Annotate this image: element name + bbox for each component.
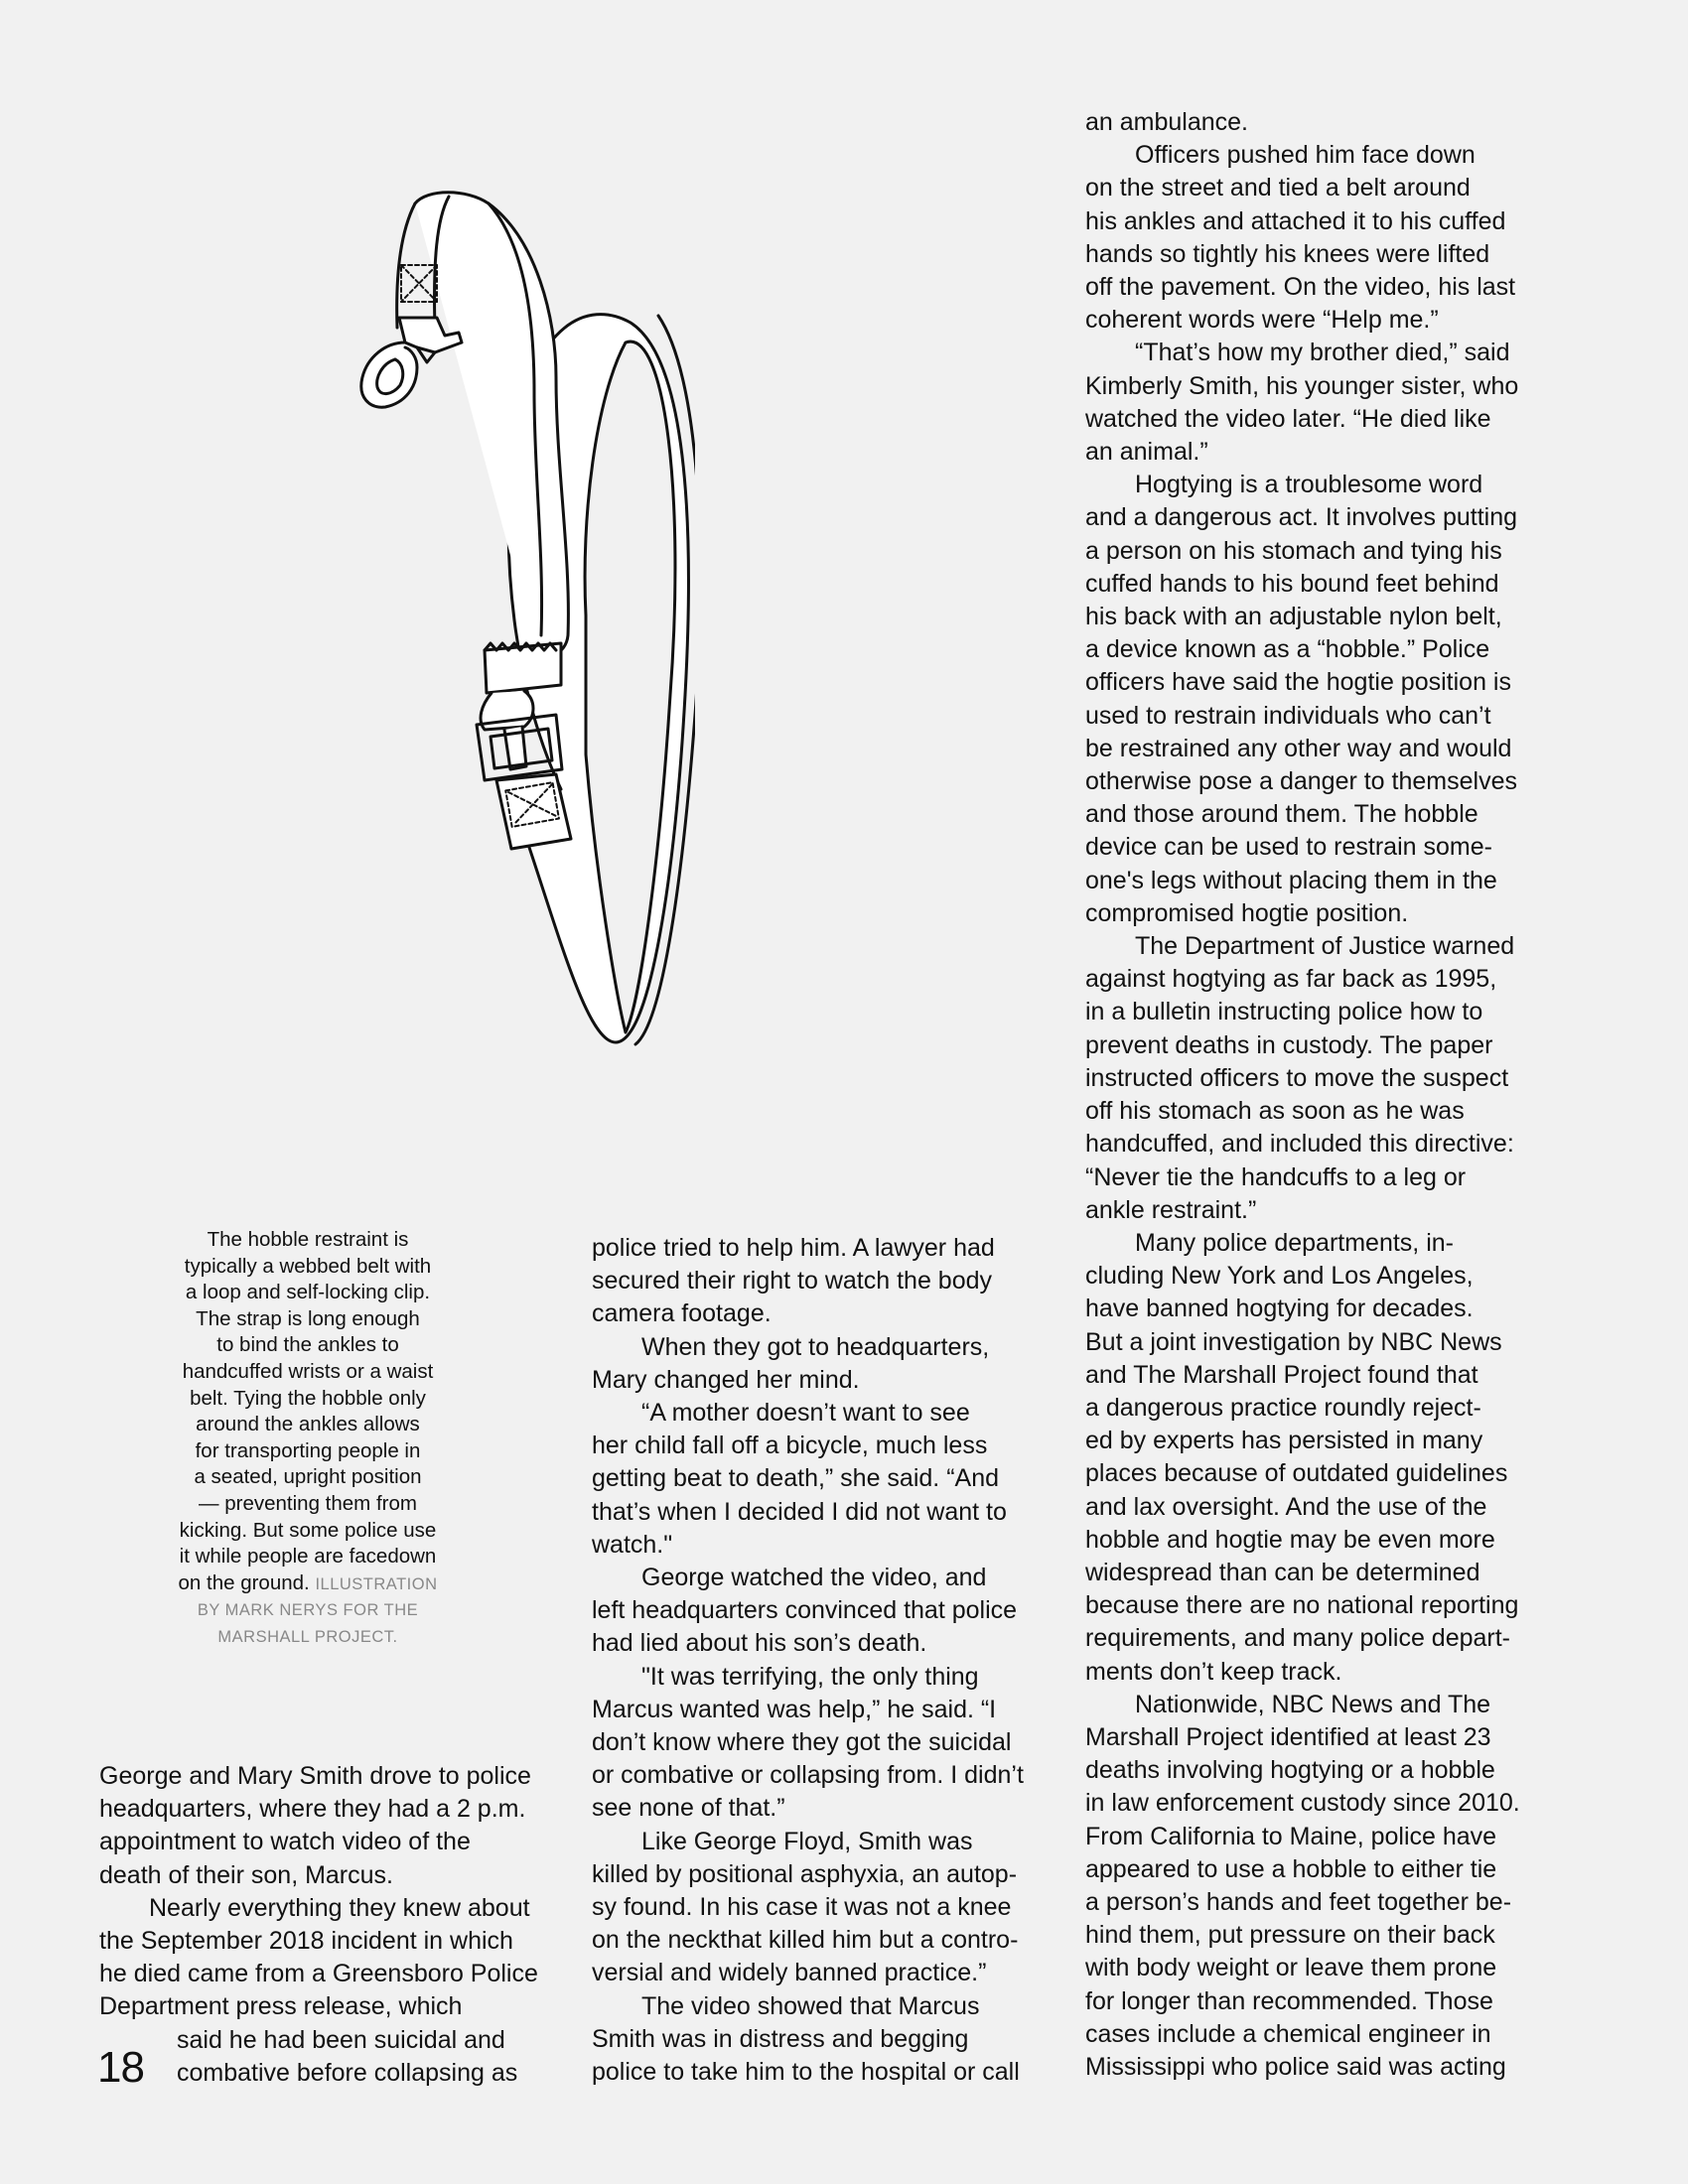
text-line: secured their right to watch the body [592,1267,993,1296]
text-line: hobble and hogtie may be even more [1085,1525,1495,1554]
text-line: said he had been suicidal and [177,2025,505,2054]
caption-line: — preventing them from [199,1491,417,1515]
text-line: ed by experts has persisted in many [1085,1427,1483,1455]
text-line: and those around them. The hobble [1085,800,1478,829]
text-line: and a dangerous act. It involves putting [1085,503,1518,532]
text-line: or combative or collapsing from. I didn’t [592,1761,1024,1790]
text-line: off his stomach as soon as he was [1085,1097,1465,1126]
text-line: he died came from a Greensboro Police [99,1960,538,1988]
text-line: officers have said the hogtie position is [1085,668,1511,697]
text-line: used to restrain individuals who can’t [1085,701,1491,730]
text-line: had lied about his son’s death. [592,1629,927,1658]
text-line: cuffed hands to his bound feet behind [1085,569,1499,598]
text-line: because there are no national reporting [1085,1591,1519,1620]
caption-line: belt. Tying the hobble only [190,1386,426,1410]
text-line: a device known as a “hobble.” Police [1085,635,1490,664]
text-line: ments don’t keep track. [1085,1657,1342,1686]
text-line: left headquarters convinced that police [592,1596,1018,1625]
text-line: Marcus wanted was help,” he said. “I [592,1695,997,1723]
text-line: otherwise pose a danger to themselves [1085,767,1517,796]
text-line: appointment to watch video of the [99,1828,471,1856]
text-line: a person’s hands and feet together be- [1085,1887,1512,1916]
caption-line: typically a webbed belt with [184,1254,432,1278]
text-line: Smith was in distress and begging [592,2024,969,2053]
text-line: sy found. In his case it was not a knee [592,1893,1012,1922]
text-line: George watched the video, and [641,1564,987,1592]
text-line: George and Mary Smith drove to police [99,1762,531,1790]
text-line: be restrained any other way and would [1085,734,1512,762]
text-line: appeared to use a hobble to either tie [1085,1854,1497,1883]
illustration-caption [149,1227,467,1651]
text-line: deaths involving hogtying or a hobble [1085,1756,1495,1785]
article-column-left [99,1760,566,2090]
text-line: Kimberly Smith, his younger sister, who [1085,371,1519,400]
caption-line: around the ankles allows [196,1413,420,1436]
text-line: Mary changed her mind. [592,1365,860,1394]
text-line: her child fall off a bicycle, much less [592,1432,988,1460]
text-line: Mississippi who police said was acting [1085,2052,1506,2081]
caption-line [149,1570,467,1598]
text-line: instructed officers to move the suspect [1085,1063,1509,1092]
caption-line: handcuffed wrists or a waist [182,1359,434,1383]
text-line: “That’s how my brother died,” said [1135,339,1510,367]
caption-line: a loop and self-locking clip. [185,1281,431,1304]
text-line: widespread than can be determined [1085,1558,1480,1586]
text-line: device can be used to restrain some- [1085,833,1492,862]
text-line: killed by positional asphyxia, an autop- [592,1859,1018,1888]
text-line: his back with an adjustable nylon belt, [1085,603,1502,631]
text-line: and lax oversight. And the use of the [1085,1492,1487,1521]
text-line: Officers pushed him face down [1135,141,1476,170]
text-line: have banned hogtying for decades. [1085,1295,1474,1323]
text-line: When they got to headquarters, [641,1332,990,1361]
caption-last-line: on the ground. [178,1570,310,1594]
text-line: combative before collapsing as [177,2058,518,2087]
text-line: Nationwide, NBC News and The [1135,1690,1491,1718]
caption-line: it while people are facedown [179,1545,437,1569]
text-line: his ankles and attached it to his cuffed [1085,206,1506,235]
text-line: Nearly everything they knew about [149,1893,530,1922]
text-line: "It was terrifying, the only thing [641,1662,979,1691]
text-line: don’t know where they got the suicidal [592,1728,1012,1757]
illustration-credit: MARSHALL PROJECT. [217,1627,398,1646]
text-line: requirements, and many police depart- [1085,1624,1511,1653]
text-line: camera footage. [592,1299,772,1328]
article-column-middle [592,1232,1058,2089]
text-line: that’s when I decided I did not want to [592,1497,1007,1526]
text-line: ankle restraint.” [1085,1195,1257,1224]
text-line: headquarters, where they had a 2 p.m. [99,1795,526,1824]
text-line: against hogtying as far back as 1995, [1085,965,1497,994]
text-line: on the neckthat killed him but a contro- [592,1926,1019,1955]
text-line: Department press release, which [99,1992,463,2021]
text-line: Hogtying is a troublesome word [1135,471,1483,499]
text-line: “A mother doesn’t want to see [641,1399,970,1428]
caption-line: for transporting people in [195,1438,421,1462]
text-line: police tried to help him. A lawyer had [592,1234,995,1262]
text-line: From California to Maine, police have [1085,1822,1497,1850]
text-line: and The Marshall Project found that [1085,1360,1478,1389]
caption-line: a seated, upright position [194,1465,422,1489]
text-line: Many police departments, in- [1135,1228,1454,1257]
text-line: compromised hogtie position. [1085,898,1409,927]
text-line: versial and widely banned practice.” [592,1959,987,1987]
text-line: coherent words were “Help me.” [1085,306,1439,335]
illustration-credit: BY MARK NERYS FOR THE [197,1601,419,1620]
text-line: death of their son, Marcus. [99,1860,393,1889]
text-line: watch." [592,1530,673,1559]
caption-line: The strap is long enough [196,1306,420,1330]
text-line: an ambulance. [1085,108,1249,136]
page-number: 18 [97,2043,144,2092]
caption-line: The hobble restraint is [207,1228,409,1251]
text-line: “Never tie the handcuffs to a leg or [1085,1162,1467,1191]
text-line: hands so tightly his knees were lifted [1085,239,1490,268]
text-line: The video showed that Marcus [641,1991,980,2020]
caption-line: to bind the ankles to [216,1333,399,1357]
text-line: Marshall Project identified at least 23 [1085,1722,1491,1751]
text-line: a person on his stomach and tying his [1085,536,1502,565]
text-line: hind them, put pressure on their back [1085,1921,1495,1950]
illustration-credit: ILLUSTRATION [315,1574,438,1593]
caption-line: kicking. But some police use [179,1518,437,1542]
text-line: in a bulletin instructing police how to [1085,998,1483,1026]
text-line: see none of that.” [592,1794,785,1823]
text-line: getting beat to death,” she said. “And [592,1464,999,1493]
text-line: one's legs without placing them in the [1085,866,1497,894]
text-line: Like George Floyd, Smith was [641,1827,973,1855]
hobble-restraint-illustration [338,179,695,1052]
text-line: prevent deaths in custody. The paper [1085,1030,1493,1059]
text-line: cluding New York and Los Angeles, [1085,1262,1474,1291]
article-column-right [1085,106,1552,2084]
text-line: an animal.” [1085,438,1208,467]
text-line: in law enforcement custody since 2010. [1085,1789,1520,1818]
text-line: a dangerous practice roundly reject- [1085,1393,1481,1422]
text-line: cases include a chemical engineer in [1085,2019,1491,2048]
text-line: But a joint investigation by NBC News [1085,1327,1502,1356]
text-line: watched the video later. “He died like [1085,404,1491,433]
text-line: The Department of Justice warned [1135,932,1515,961]
text-line: police to take him to the hospital or call [592,2058,1020,2087]
text-line: with body weight or leave them prone [1085,1954,1497,1982]
text-line: the September 2018 incident in which [99,1927,513,1956]
text-line: for longer than recommended. Those [1085,1986,1493,2015]
text-line: handcuffed, and included this directive: [1085,1130,1514,1159]
text-line: off the pavement. On the video, his last [1085,273,1516,302]
text-line: on the street and tied a belt around [1085,174,1471,203]
text-line: places because of outdated guidelines [1085,1459,1508,1488]
